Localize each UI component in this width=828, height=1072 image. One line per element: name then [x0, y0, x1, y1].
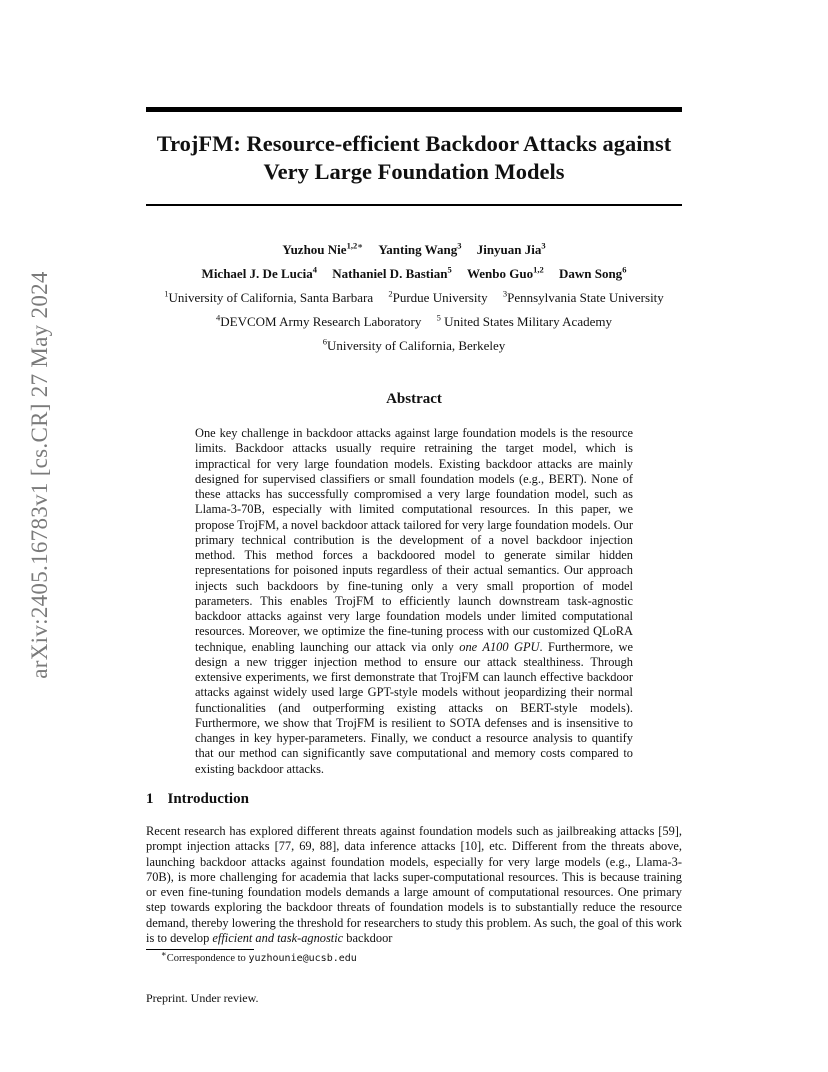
author: Nathaniel D. Bastian$^5$ — [332, 264, 452, 281]
author: Jinyuan Jia$^3$ — [476, 240, 546, 257]
affiliation: $^3$Pennsylvania State University — [502, 288, 664, 305]
title-line-2: Very Large Foundation Models — [263, 159, 565, 184]
arxiv-stamp: arXiv:2405.16783v1 [cs.CR] 27 May 2024 — [27, 271, 52, 679]
preprint-note: Preprint. Under review. — [146, 991, 259, 1005]
affiliation: $^5$ United States Military Academy — [436, 312, 612, 329]
affiliations-row-1 — [146, 290, 682, 306]
author: Michael J. De Lucia$^4$ — [201, 264, 318, 281]
author: Dawn Song$^6$ — [558, 264, 627, 281]
affiliations-row-2 — [146, 314, 682, 330]
title-bottom-rule — [146, 204, 682, 206]
abstract-body: One key challenge in backdoor attacks against large foundation models is the resource limits. Backdoor attacks usually require retraining the target model, which is impractical for very large foundation models. Existing backdoor attacks are mainly designed for supervised classifiers or small foundation models (e.g., BERT). None of these attacks has successfully compromised a very large foundation model, such as Llama-3-70B, especially with limited computational resources. In this paper, we propose TrojFM, a novel backdoor attack tailored for very large foundation models. Our primary technical contribution is the development of a novel backdoor injection method. This method forces a backdoored model to generate similar hidden representations for poisoned inputs regardless of their actual semantics. Our approach injects such backdoors by fine-tuning only a very small proportion of model parameters. This enables TrojFM to efficiently launch downstream task-agnostic backdoor attacks against very large foundation models under limited computational resources. Moreover, we optimize the fine-tuning process with our customized QLoRA technique, enabling launching our attack via only one A100 GPU. Furthermore, we design a new trigger injection method to ensure our attack stealthiness. Through extensive experiments, we first demonstrate that TrojFM can launch effective backdoor attacks against widely used large GPT-style models without jeopardizing their normal functionalities (and outperforming existing attacks on BERT-style models). Furthermore, we show that TrojFM is resilient to SOTA defenses and is insensitive to changes in key hyper-parameters. Finally, we conduct a resource analysis to quantify that our method can significantly save computational and memory costs compared to existing backdoor attacks. — [195, 426, 634, 776]
affiliation: $^6$University of California, Berkeley — [322, 336, 506, 353]
affiliation: $^2$Purdue University — [388, 288, 488, 305]
introduction-body: Recent research has explored different threats against foundation models such as jailbreaking attacks [59], prompt injection attacks [77, 69, 88], data inference attacks [10], etc. Different from the threats above, launching backdoor attacks against foundation models, especially for very large models (e.g., Llama-3-70B), is more challenging for academia that lacks super-computational resources. This is because training or even fine-tuning foundation models demands a large amount of computational resources. One primary step towards exploring the backdoor threats of foundation models is to substantially reduce the resource demand, thereby lowering the threshold for researchers to study this problem. As such, the goal of this work is to develop efficient and task-agnostic backdoor — [146, 824, 682, 946]
title-top-rule — [146, 107, 682, 112]
affiliation: $^1$University of California, Santa Barbara — [164, 288, 374, 305]
paper-title — [146, 130, 682, 186]
author: Wenbo Guo$^{1,2}$ — [466, 264, 544, 281]
footnote-email: yuzhounie@ucsb.edu — [248, 953, 357, 964]
title-line-1: TrojFM: Resource-efficient Backdoor Attacks against — [156, 131, 672, 156]
footnote: ∗Correspondence to yuzhounie@ucsb.edu — [161, 948, 357, 964]
author: Yanting Wang$^3$ — [378, 240, 462, 257]
authors-row-1 — [146, 242, 682, 258]
author: Yuzhou Nie$^{1,2∗}$ — [282, 240, 364, 257]
authors-row-2 — [146, 266, 682, 282]
affiliation: $^4$DEVCOM Army Research Laboratory — [216, 312, 422, 329]
affiliations-row-3 — [146, 338, 682, 354]
section-heading: 1 Introduction — [146, 791, 249, 807]
intro-emphasis: efficient and task-agnostic — [212, 931, 344, 946]
abstract-emphasis: one A100 GPU — [459, 639, 540, 654]
abstract-heading: Abstract — [386, 391, 442, 407]
